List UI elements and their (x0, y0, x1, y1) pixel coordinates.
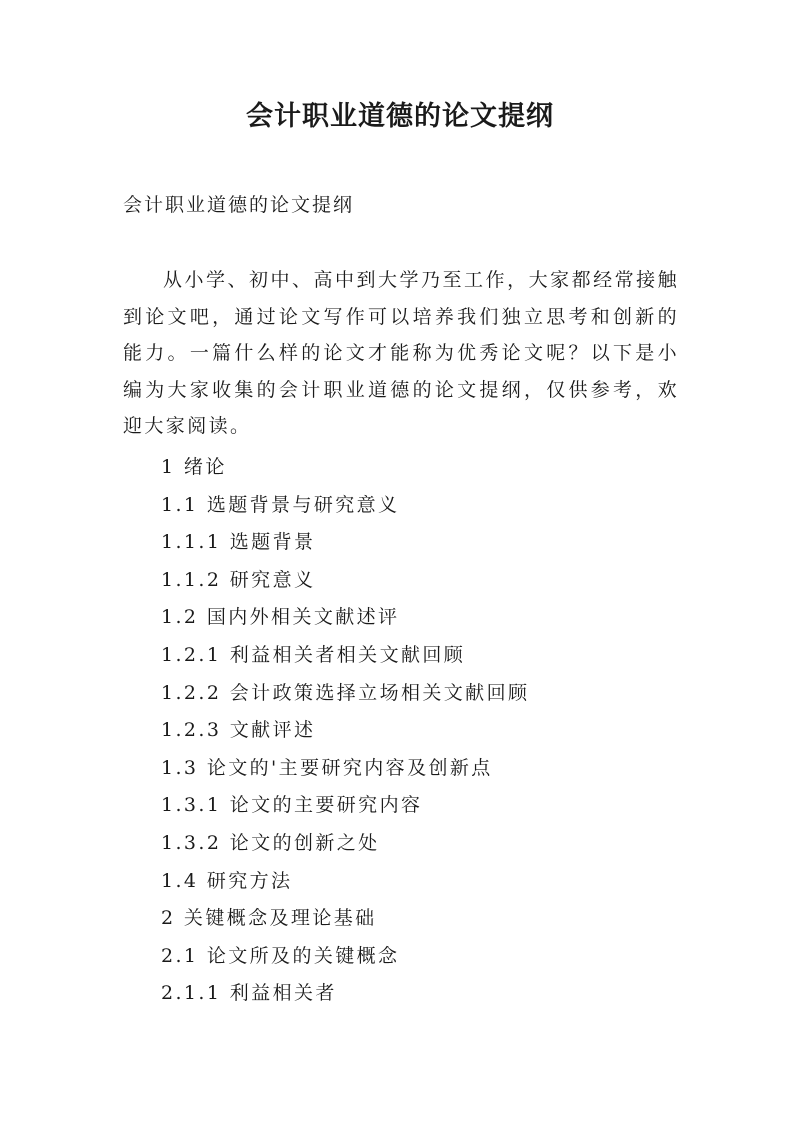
intro-paragraph: 从小学、初中、高中到大学乃至工作，大家都经常接触到论文吧，通过论文写作可以培养我们独立思考和创新的能力。一篇什么样的论文才能称为优秀论文呢？以下是小编为大家收集的会计职业道德的论文提纲，仅供参考，欢迎大家阅读。 (123, 269, 679, 438)
outline-item: 1.2.1 利益相关者相关文献回顾 (161, 643, 466, 666)
outline-item: 1.3.2 论文的创新之处 (161, 831, 380, 854)
document-title: 会计职业道德的论文提纲 (246, 101, 554, 132)
outline-item: 1.2.3 文献评述 (161, 719, 316, 742)
outline-item: 1.1.1 选题背景 (161, 531, 316, 554)
outline-item: 1.2 国内外相关文献述评 (161, 606, 400, 629)
outline-item: 1.1 选题背景与研究意义 (161, 493, 400, 516)
document-subtitle: 会计职业道德的论文提纲 (123, 194, 355, 216)
outline-item: 1 绪论 (161, 456, 227, 478)
outline-item: 1.4 研究方法 (161, 869, 293, 892)
outline-item: 2.1.1 利益相关者 (161, 982, 337, 1005)
outline-item: 2.1 论文所及的关键概念 (161, 944, 400, 967)
outline-item: 1.3.1 论文的主要研究内容 (161, 794, 423, 817)
outline-item: 1.2.2 会计政策选择立场相关文献回顾 (161, 681, 530, 704)
outline-item: 1.1.2 研究意义 (161, 568, 316, 591)
outline-item: 2 关键概念及理论基础 (161, 907, 377, 930)
outline-item: 1.3 论文的'主要研究内容及创新点 (161, 756, 493, 779)
outline-list (161, 452, 529, 1016)
